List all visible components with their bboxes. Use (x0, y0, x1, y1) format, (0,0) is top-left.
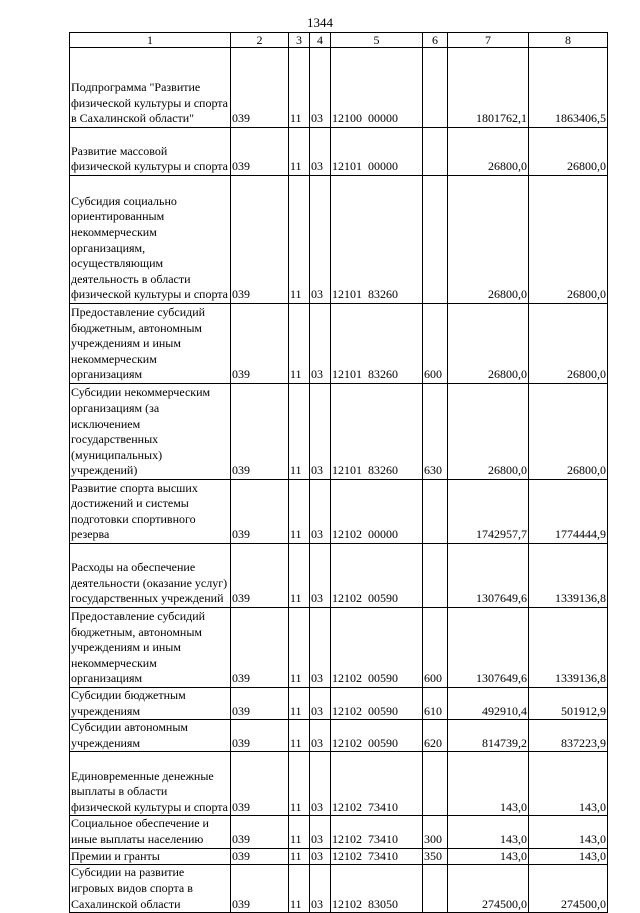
row-section: 11 (289, 304, 310, 384)
row-name: Единовременные денежные выплаты в области физической культуры и спорта (70, 752, 231, 816)
row-subsection: 03 (310, 848, 331, 865)
row-value-2: 143,0 (529, 848, 608, 865)
row-code: 039 (231, 304, 289, 384)
row-code: 039 (231, 544, 289, 608)
row-section: 11 (289, 816, 310, 848)
row-article: 12102 00000 (331, 480, 423, 544)
row-code: 039 (231, 128, 289, 176)
row-section: 11 (289, 128, 310, 176)
table-row (70, 176, 608, 304)
row-value-2: 274500,0 (529, 865, 608, 913)
row-code: 039 (231, 176, 289, 304)
row-name: Премии и гранты (70, 848, 231, 865)
row-value-2: 26800,0 (529, 176, 608, 304)
row-value-2: 1774444,9 (529, 480, 608, 544)
row-code: 039 (231, 720, 289, 752)
header-col-6: 6 (423, 33, 448, 48)
table-row (70, 848, 608, 865)
row-value-2: 837223,9 (529, 720, 608, 752)
table-row (70, 128, 608, 176)
row-subsection: 03 (310, 608, 331, 688)
header-col-8: 8 (529, 33, 608, 48)
row-value-1: 26800,0 (448, 384, 529, 480)
row-section: 11 (289, 544, 310, 608)
row-subsection: 03 (310, 384, 331, 480)
row-article: 12101 00000 (331, 128, 423, 176)
row-expense-type (423, 544, 448, 608)
header-col-7: 7 (448, 33, 529, 48)
row-subsection: 03 (310, 480, 331, 544)
table-row (70, 384, 608, 480)
row-value-2: 1339136,8 (529, 608, 608, 688)
row-name: Субсидии автономным учреждениям (70, 720, 231, 752)
row-value-1: 26800,0 (448, 304, 529, 384)
row-expense-type: 610 (423, 688, 448, 720)
row-article: 12102 73410 (331, 816, 423, 848)
row-code: 039 (231, 480, 289, 544)
row-name: Социальное обеспечение и иные выплаты населению (70, 816, 231, 848)
row-expense-type (423, 48, 448, 128)
row-value-1: 143,0 (448, 848, 529, 865)
header-col-2: 2 (231, 33, 289, 48)
table-row (70, 304, 608, 384)
row-article: 12102 83050 (331, 865, 423, 913)
row-section: 11 (289, 608, 310, 688)
row-value-1: 492910,4 (448, 688, 529, 720)
row-section: 11 (289, 720, 310, 752)
row-name: Субсидии некоммерческим организациям (за исключением государственных (муниципальных) учреждений) (70, 384, 231, 480)
row-subsection: 03 (310, 128, 331, 176)
row-value-1: 814739,2 (448, 720, 529, 752)
table-row (70, 752, 608, 816)
row-article: 12102 73410 (331, 848, 423, 865)
row-name: Расходы на обеспечение деятельности (оказание услуг) государственных учреждений (70, 544, 231, 608)
row-code: 039 (231, 688, 289, 720)
table-row (70, 480, 608, 544)
row-article: 12102 00590 (331, 688, 423, 720)
row-article: 12101 83260 (331, 304, 423, 384)
table-row (70, 865, 608, 913)
row-code: 039 (231, 752, 289, 816)
row-expense-type (423, 752, 448, 816)
row-section: 11 (289, 865, 310, 913)
table-row (70, 48, 608, 128)
row-name: Предоставление субсидий бюджетным, автономным учреждениям и иным некоммерческим организациям (70, 608, 231, 688)
row-article: 12102 00590 (331, 720, 423, 752)
table-row (70, 544, 608, 608)
row-name: Субсидии бюджетным учреждениям (70, 688, 231, 720)
table-row (70, 688, 608, 720)
row-value-1: 143,0 (448, 816, 529, 848)
row-expense-type (423, 865, 448, 913)
row-value-2: 26800,0 (529, 128, 608, 176)
row-name: Развитие массовой физической культуры и спорта (70, 128, 231, 176)
row-section: 11 (289, 688, 310, 720)
row-subsection: 03 (310, 688, 331, 720)
row-name: Субсидии на развитие игровых видов спорта в Сахалинской области (70, 865, 231, 913)
row-code: 039 (231, 816, 289, 848)
budget-table (69, 32, 608, 913)
row-article: 12101 83260 (331, 384, 423, 480)
row-value-2: 143,0 (529, 816, 608, 848)
row-section: 11 (289, 176, 310, 304)
row-value-1: 1307649,6 (448, 544, 529, 608)
table-header (70, 33, 608, 48)
row-code: 039 (231, 48, 289, 128)
row-expense-type: 600 (423, 304, 448, 384)
row-section: 11 (289, 48, 310, 128)
row-code: 039 (231, 608, 289, 688)
row-value-1: 1742957,7 (448, 480, 529, 544)
row-value-2: 501912,9 (529, 688, 608, 720)
row-article: 12100 00000 (331, 48, 423, 128)
row-section: 11 (289, 848, 310, 865)
row-expense-type (423, 480, 448, 544)
row-expense-type: 350 (423, 848, 448, 865)
row-subsection: 03 (310, 752, 331, 816)
row-subsection: 03 (310, 48, 331, 128)
row-name: Предоставление субсидий бюджетным, автономным учреждениям и иным некоммерческим организациям (70, 304, 231, 384)
row-subsection: 03 (310, 720, 331, 752)
row-expense-type: 630 (423, 384, 448, 480)
row-value-2: 26800,0 (529, 384, 608, 480)
row-value-2: 1863406,5 (529, 48, 608, 128)
row-section: 11 (289, 480, 310, 544)
table-body (70, 48, 608, 913)
row-value-2: 26800,0 (529, 304, 608, 384)
header-col-5: 5 (331, 33, 423, 48)
row-code: 039 (231, 848, 289, 865)
row-article: 12102 73410 (331, 752, 423, 816)
row-name: Развитие спорта высших достижений и системы подготовки спортивного резерва (70, 480, 231, 544)
row-expense-type (423, 176, 448, 304)
row-value-1: 274500,0 (448, 865, 529, 913)
row-value-1: 143,0 (448, 752, 529, 816)
row-section: 11 (289, 384, 310, 480)
row-code: 039 (231, 865, 289, 913)
row-article: 12101 83260 (331, 176, 423, 304)
row-article: 12102 00590 (331, 544, 423, 608)
row-name: Подпрограмма "Развитие физической культуры и спорта в Сахалинской области" (70, 48, 231, 128)
row-expense-type: 300 (423, 816, 448, 848)
row-value-2: 1339136,8 (529, 544, 608, 608)
row-value-2: 143,0 (529, 752, 608, 816)
row-value-1: 26800,0 (448, 176, 529, 304)
table-row (70, 816, 608, 848)
row-subsection: 03 (310, 304, 331, 384)
row-subsection: 03 (310, 176, 331, 304)
row-expense-type: 620 (423, 720, 448, 752)
row-value-1: 1307649,6 (448, 608, 529, 688)
row-subsection: 03 (310, 865, 331, 913)
row-value-1: 26800,0 (448, 128, 529, 176)
row-subsection: 03 (310, 544, 331, 608)
header-col-4: 4 (310, 33, 331, 48)
row-expense-type (423, 128, 448, 176)
row-section: 11 (289, 752, 310, 816)
row-article: 12102 00590 (331, 608, 423, 688)
page-number: 1344 (307, 15, 333, 30)
row-code: 039 (231, 384, 289, 480)
row-name: Субсидия социально ориентированным некоммерческим организациям, осуществляющим деятельность в области физической культуры и спорта (70, 176, 231, 304)
table-row (70, 608, 608, 688)
row-expense-type: 600 (423, 608, 448, 688)
header-row (70, 33, 608, 48)
row-value-1: 1801762,1 (448, 48, 529, 128)
header-col-3: 3 (289, 33, 310, 48)
row-subsection: 03 (310, 816, 331, 848)
table-row (70, 720, 608, 752)
header-col-1: 1 (70, 33, 231, 48)
